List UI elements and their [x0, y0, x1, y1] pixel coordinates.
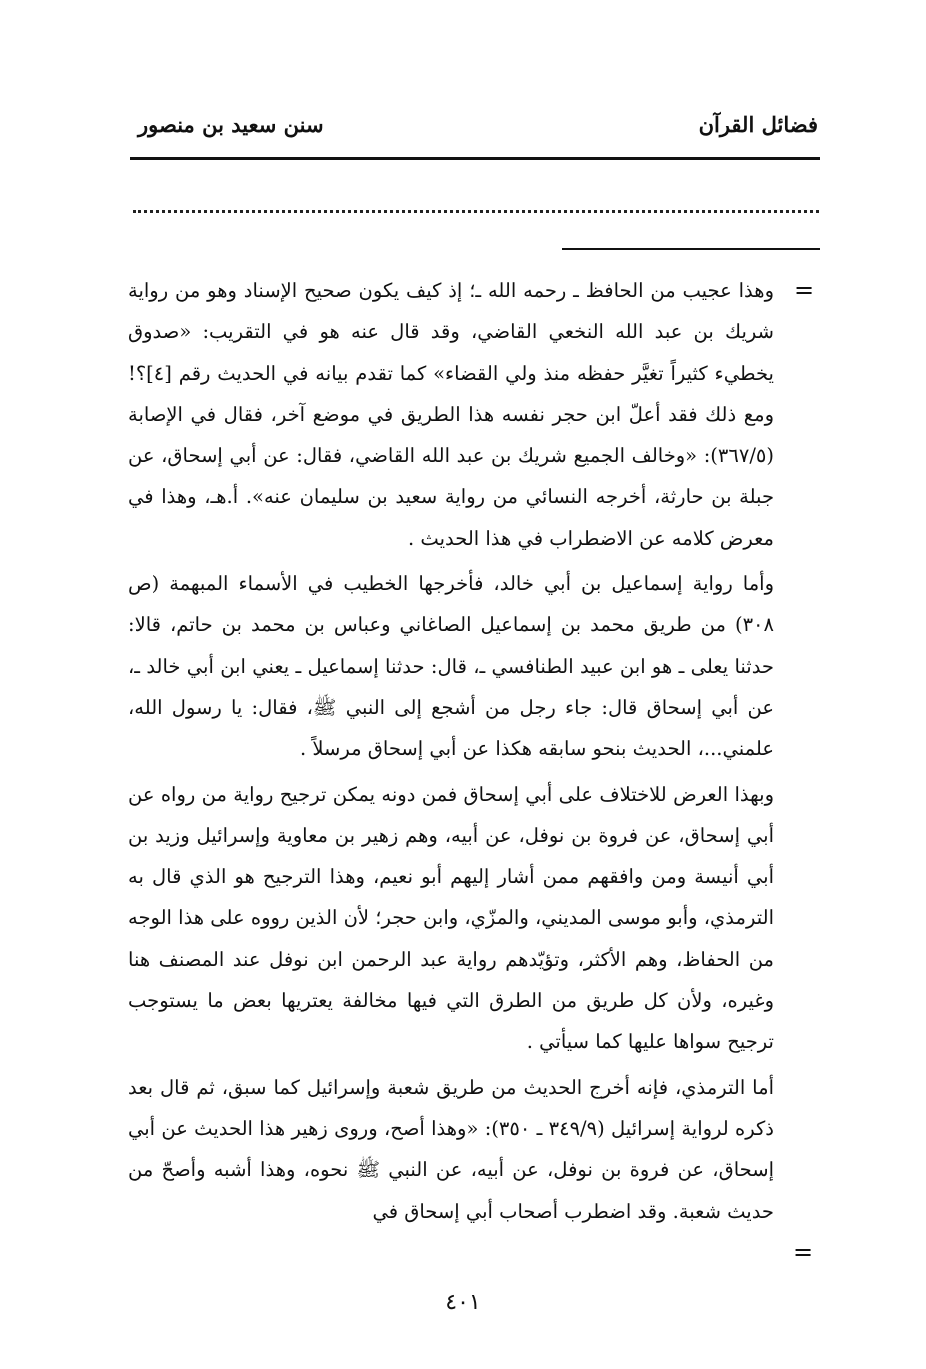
dotted-separator: [133, 210, 819, 213]
running-header: [130, 112, 818, 146]
paragraph-2: وأما رواية إسماعيل بن أبي خالد، فأخرجها الخطيب في الأسماء المبهمة (ص ٣٠٨) من طريق محمد بن إسماعيل الصاغاني وعباس بن محمد بن حاتم، قالا: حدثنا يعلى ـ هو ابن عبيد الطنافسي ـ، قال: حدثنا إسماعيل ـ يعني ابن أبي خالد ـ، عن أبي إسحاق قال: جاء رجل من أشجع إلى النبي ﷺ، فقال: يا رسول الله، علمني...، الحديث بنحو سابقه هكذا عن أبي إسحاق مرسلاً .: [128, 572, 774, 761]
paragraph-3: وبهذا العرض للاختلاف على أبي إسحاق فمن دونه يمكن ترجيح رواية من رواه عن أبي إسحاق، عن فروة بن نوفل، عن أبيه، وهم زهير بن معاوية وإسرائيل وزيد بن أبي أنيسة ومن وافقهم ممن أشار إليهم أبو نعيم، وهذا الترجيح هو الذي قال به الترمذي، وأبو موسى المديني، والمزّي، وابن حجر؛ لأن الذين رووه على هذا الوجه من الحفاظ، وهم الأكثر، وتؤيّدهم رواية عبد الرحمن ابن نوفل عند المصنف هنا وغيره، ولأن كل طريق من الطرق التي فيها مخالفة يعتريها بعض ما يستوجب ترجيح سواها عليها كما سيأتي .: [128, 782, 774, 1054]
footnote-rule: [562, 248, 820, 250]
chapter-title: فضائل القرآن: [698, 112, 818, 137]
page-number: ٤٠١: [445, 1290, 481, 1315]
book-title: سنن سعيد بن منصور: [138, 112, 324, 137]
continuation-mark-top: =: [794, 276, 815, 304]
footnote-body: [128, 270, 774, 1232]
continuation-mark-bottom: =: [793, 1238, 814, 1266]
header-rule: [130, 157, 820, 160]
paragraph-4: أما الترمذي، فإنه أخرج الحديث من طريق شعبة وإسرائيل كما سبق، ثم قال بعد ذكره لرواية إسرائيل (٣٤٩/٩ ـ ٣٥٠): «وهذا أصح، وروى زهير هذا الحديث عن أبي إسحاق، عن فروة بن نوفل، عن أبيه، عن النبي ﷺ نحوه، وهذا أشبه وأصحّ من حديث شعبة. وقد اضطرب أصحاب أبي إسحاق في: [128, 1075, 774, 1223]
paragraph-1: وهذا عجيب من الحافظ ـ رحمه الله ـ؛ إذ كيف يكون صحيح الإسناد وهو من رواية شريك بن عبد الله النخعي القاضي، وقد قال عنه هو في التقريب: «صدوق يخطيء كثيراً تغيَّر حفظه منذ ولي القضاء» كما تقدم بيانه في الحديث رقم [٤]؟! ومع ذلك فقد أعلّ ابن حجر نفسه هذا الطريق في موضع آخر، فقال في الإصابة (٣٦٧/٥): «وخالف الجميع شريك بن عبد الله القاضي، فقال: عن أبي إسحاق، عن جبلة بن حارثة، أخرجه النسائي من رواية سعيد بن سليمان عنه». أ.هـ، وهذا في معرض كلامه عن الاضطراب في هذا الحديث .: [128, 279, 774, 550]
